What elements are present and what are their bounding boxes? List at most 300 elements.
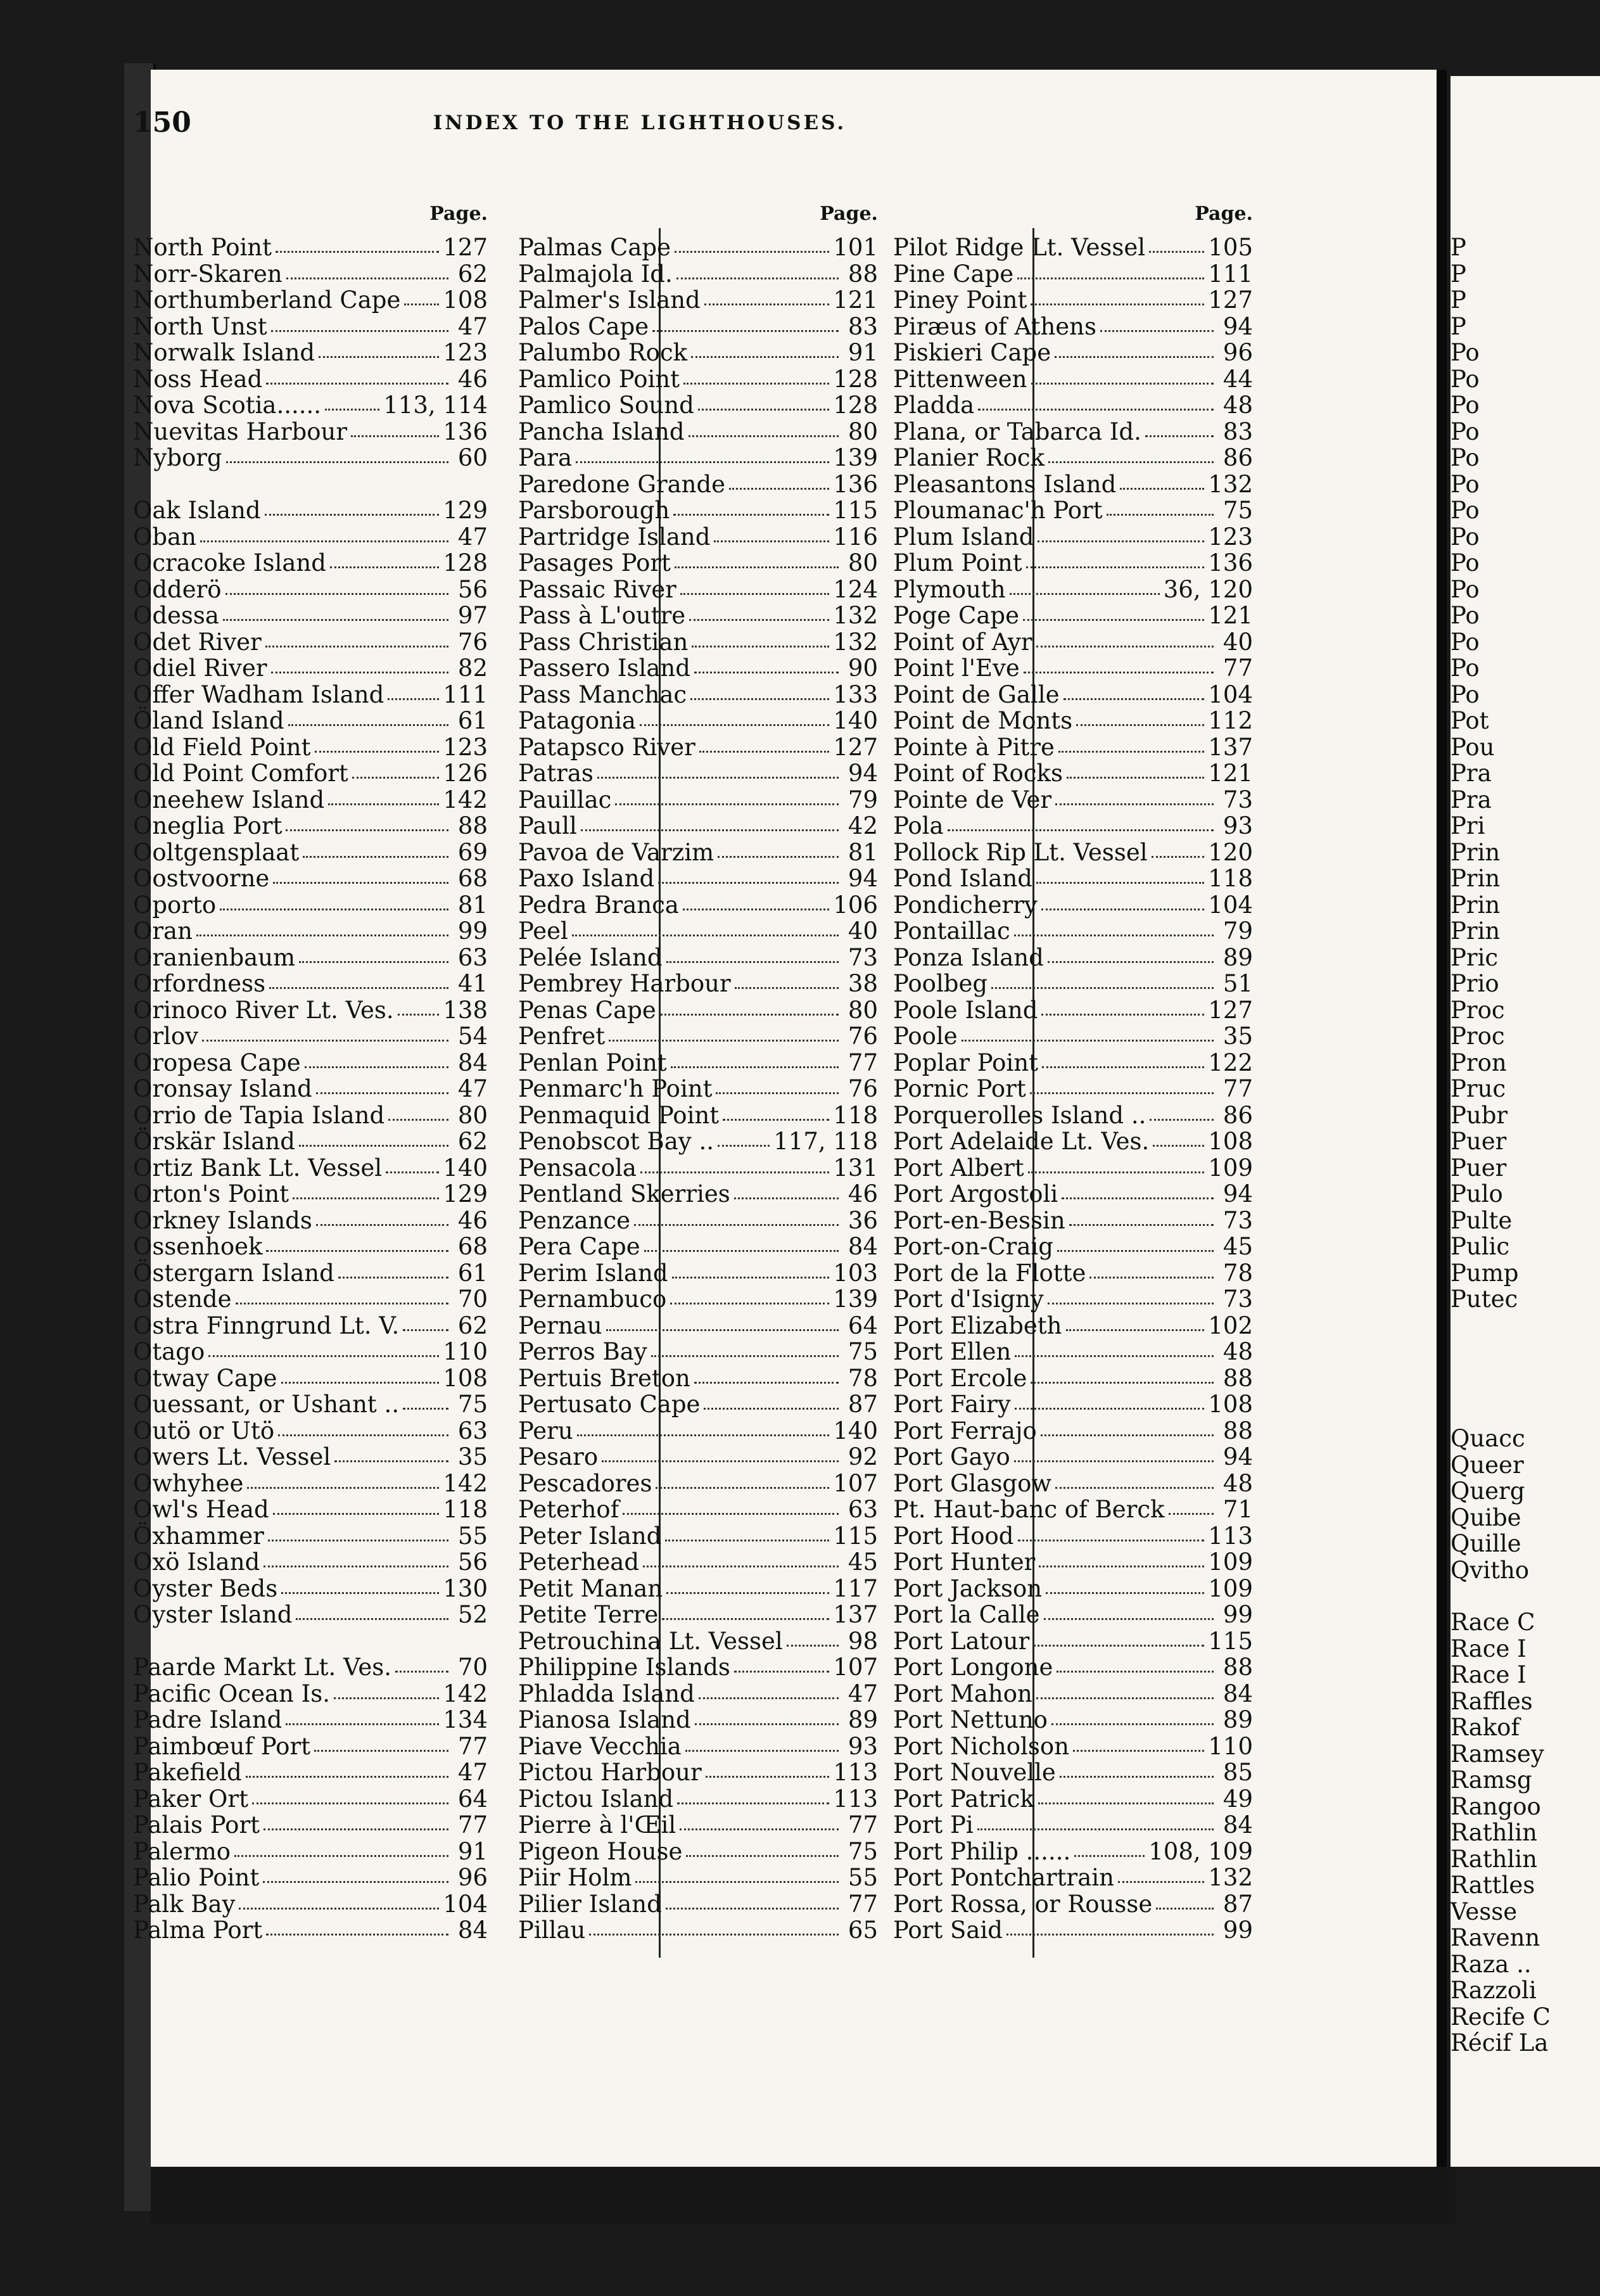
leader-dots xyxy=(403,1320,448,1331)
fragment-entry: Pou xyxy=(1451,733,1495,761)
entry-name: Pernambuco xyxy=(518,1285,667,1313)
fragment-entry: Prio xyxy=(1451,970,1499,997)
leader-dots xyxy=(660,1005,839,1016)
entry-name: Oneglia Port xyxy=(133,812,283,839)
leader-dots xyxy=(1100,321,1214,332)
leader-dots xyxy=(640,1163,829,1173)
entry-page: 128 xyxy=(443,549,488,577)
index-entry xyxy=(518,1681,878,1707)
index-entry xyxy=(133,577,488,603)
entry-page: 117 xyxy=(833,1574,878,1602)
leader-dots xyxy=(236,1294,449,1304)
leader-dots xyxy=(597,768,839,779)
leader-dots xyxy=(671,1057,839,1068)
entry-name: Owl's Head xyxy=(133,1496,269,1523)
index-entry xyxy=(893,1628,1253,1655)
index-entry xyxy=(893,865,1253,892)
entry-name: Plum Point xyxy=(893,549,1022,577)
entry-name: Palos Cape xyxy=(518,312,649,340)
entry-name: North Unst xyxy=(133,312,267,340)
index-column-3 xyxy=(893,203,1253,1944)
leader-dots xyxy=(1120,479,1204,490)
index-entry xyxy=(133,1313,488,1339)
index-entry xyxy=(518,1812,878,1839)
entry-page: 88 xyxy=(1222,1417,1253,1445)
entry-page: 94 xyxy=(1222,1180,1253,1208)
fragment-entry: Querg xyxy=(1451,1477,1525,1505)
entry-page: 48 xyxy=(1222,1338,1253,1365)
entry-name: Pillau xyxy=(518,1917,586,1944)
entry-name: Pass à L'outre xyxy=(518,602,686,629)
entry-name: Pleasantons Island xyxy=(893,470,1117,498)
entry-page: 89 xyxy=(1222,1706,1253,1733)
section-gap xyxy=(133,471,488,498)
entry-page: 45 xyxy=(1222,1233,1253,1260)
entry-name: Perim Island xyxy=(518,1259,668,1287)
leader-dots xyxy=(644,1241,839,1252)
index-entry xyxy=(133,1286,488,1313)
index-entry xyxy=(518,1759,878,1786)
index-entry xyxy=(893,839,1253,866)
entry-page: 47 xyxy=(457,312,488,340)
fragment-entry: P xyxy=(1451,260,1466,288)
entry-name: Öland Island xyxy=(133,707,284,734)
leader-dots xyxy=(581,820,839,831)
index-entry xyxy=(518,1496,878,1523)
entry-name: Port Gayo xyxy=(893,1443,1010,1470)
entry-name: Oporto xyxy=(133,891,217,919)
entry-page: 132 xyxy=(1208,470,1253,498)
entry-page: 46 xyxy=(457,1206,488,1234)
entry-name: Oyster Beds xyxy=(133,1574,278,1602)
entry-name: Pentland Skerries xyxy=(518,1180,730,1208)
entry-page: 109 xyxy=(1208,1548,1253,1576)
index-entry xyxy=(133,1759,488,1786)
leader-dots xyxy=(271,321,448,332)
entry-name: Palma Port xyxy=(133,1917,263,1944)
index-entry xyxy=(893,1707,1253,1733)
entry-page: 91 xyxy=(848,339,878,366)
index-entry xyxy=(133,1839,488,1865)
entry-name: Penlan Point xyxy=(518,1049,667,1076)
entry-name: Paker Ort xyxy=(133,1785,248,1813)
entry-name: Norr-Skaren xyxy=(133,260,283,288)
entry-page: 140 xyxy=(833,1417,878,1445)
entry-name: Öxhammer xyxy=(133,1522,264,1550)
entry-name: Owhyhee xyxy=(133,1469,244,1497)
leader-dots xyxy=(1153,1136,1204,1147)
leader-dots xyxy=(1036,637,1214,647)
index-entry xyxy=(893,1891,1253,1918)
entry-page: 45 xyxy=(848,1548,878,1576)
leader-dots xyxy=(1031,374,1214,385)
entry-page: 105 xyxy=(1208,234,1253,261)
entry-page: 83 xyxy=(1222,418,1253,445)
index-entry xyxy=(893,1496,1253,1523)
entry-name: Old Point Comfort xyxy=(133,760,348,787)
entry-page: 68 xyxy=(457,1233,488,1260)
index-entry xyxy=(518,865,878,892)
entry-page: 56 xyxy=(457,1548,488,1576)
index-entry xyxy=(133,1076,488,1102)
fragment-entry: Race I xyxy=(1451,1661,1527,1688)
entry-page: 40 xyxy=(1222,628,1253,656)
entry-name: Pescadores xyxy=(518,1469,652,1497)
entry-page: 79 xyxy=(1222,917,1253,945)
entry-page: 92 xyxy=(848,1443,878,1470)
index-entry xyxy=(133,392,488,419)
entry-page: 140 xyxy=(443,1154,488,1182)
entry-name: Ossenhoek xyxy=(133,1233,263,1260)
leader-dots xyxy=(268,1531,448,1541)
index-entry xyxy=(518,1181,878,1208)
entry-name: Palais Port xyxy=(133,1811,260,1839)
entry-name: Ouessant, or Ushant .. xyxy=(133,1391,400,1418)
index-entry xyxy=(518,340,878,366)
entry-page: 111 xyxy=(1208,260,1253,288)
entry-page: 113 xyxy=(1208,1522,1253,1550)
leader-dots xyxy=(386,1163,439,1173)
entry-page: 110 xyxy=(1208,1732,1253,1760)
index-entry xyxy=(518,1023,878,1050)
entry-page: 91 xyxy=(457,1837,488,1865)
leader-dots xyxy=(577,1425,830,1436)
fragment-entry: Rathlin xyxy=(1451,1845,1537,1873)
entry-name: Oostvoorne xyxy=(133,865,270,892)
leader-dots xyxy=(1026,558,1205,568)
entry-page: 131 xyxy=(833,1154,878,1182)
index-entry xyxy=(893,945,1253,971)
index-entry xyxy=(518,997,878,1024)
entry-page: 51 xyxy=(1222,970,1253,997)
leader-dots xyxy=(1036,1688,1214,1699)
entry-name: Piir Holm xyxy=(518,1864,632,1891)
fragment-entry: Quille xyxy=(1451,1530,1521,1557)
next-page-group-2 xyxy=(1451,1425,1529,1583)
fragment-entry: Po xyxy=(1451,654,1480,682)
leader-dots xyxy=(1057,1662,1214,1673)
entry-page: 124 xyxy=(833,575,878,603)
entry-page: 94 xyxy=(848,865,878,892)
entry-name: Port Elizabeth xyxy=(893,1311,1062,1339)
index-entry xyxy=(133,497,488,524)
entry-name: Outö or Utö xyxy=(133,1417,275,1445)
index-entry xyxy=(518,734,878,761)
index-entry xyxy=(133,1549,488,1576)
entry-name: Paxo Island xyxy=(518,865,655,892)
entry-page: 48 xyxy=(1222,392,1253,419)
page-number: 150 xyxy=(133,106,191,139)
entry-page: 64 xyxy=(848,1311,878,1339)
index-entry xyxy=(133,1234,488,1260)
entry-page: 142 xyxy=(443,1469,488,1497)
leader-dots xyxy=(278,1425,448,1436)
entry-page: 108 xyxy=(1208,1128,1253,1155)
entry-name: Pacific Ocean Is. xyxy=(133,1680,330,1707)
index-entry xyxy=(893,1339,1253,1365)
entry-page: 127 xyxy=(1208,286,1253,314)
entry-page: 77 xyxy=(457,1811,488,1839)
leader-dots xyxy=(572,926,839,936)
entry-name: Port-on-Craig xyxy=(893,1233,1053,1260)
index-entry xyxy=(893,419,1253,445)
leader-dots xyxy=(714,532,829,542)
leader-dots xyxy=(1031,295,1204,305)
entry-name: Port Nettuno xyxy=(893,1706,1048,1733)
leader-dots xyxy=(1041,1005,1204,1016)
index-entry xyxy=(893,392,1253,419)
leader-dots xyxy=(271,663,448,673)
leader-dots xyxy=(265,505,440,516)
entry-name: Padre Island xyxy=(133,1706,283,1733)
index-entry xyxy=(133,550,488,577)
index-entry xyxy=(518,629,878,656)
index-entry xyxy=(133,1602,488,1628)
leader-dots xyxy=(643,1557,839,1567)
leader-dots xyxy=(1015,1399,1205,1410)
entry-name: Port Ercole xyxy=(893,1364,1027,1392)
leader-dots xyxy=(704,295,830,305)
leader-dots xyxy=(1028,1163,1205,1173)
entry-name: Pertuis Breton xyxy=(518,1364,690,1392)
entry-name: Paimbœuf Port xyxy=(133,1732,310,1760)
entry-name: Petrouchina Lt. Vessel xyxy=(518,1627,783,1655)
leader-dots xyxy=(683,374,829,385)
fragment-entry: P xyxy=(1451,312,1466,340)
index-entry xyxy=(518,261,878,288)
entry-page: 46 xyxy=(457,365,488,393)
entry-page: 84 xyxy=(457,1049,488,1076)
index-entry xyxy=(893,734,1253,761)
leader-dots xyxy=(1055,347,1214,358)
leader-dots xyxy=(328,794,439,805)
fragment-entry: Po xyxy=(1451,575,1480,603)
index-entry xyxy=(518,1865,878,1891)
entry-page: 126 xyxy=(443,760,488,787)
entry-name: Pianosa Island xyxy=(518,1706,691,1733)
index-entry xyxy=(893,918,1253,945)
entry-page: 55 xyxy=(848,1864,878,1891)
index-entry xyxy=(133,1365,488,1392)
index-entry xyxy=(893,445,1253,471)
leader-dots xyxy=(1076,715,1204,726)
leader-dots xyxy=(1145,426,1214,437)
entry-page: 94 xyxy=(848,760,878,787)
leader-dots xyxy=(1041,1425,1214,1436)
entry-page: 139 xyxy=(833,1285,878,1313)
fragment-entry: Raffles xyxy=(1451,1687,1533,1715)
entry-name: Port Albert xyxy=(893,1154,1024,1182)
entry-name: Pine Cape xyxy=(893,260,1014,288)
leader-dots xyxy=(1150,1110,1214,1121)
index-entry xyxy=(893,234,1253,261)
entry-page: 108 xyxy=(1208,1391,1253,1418)
index-entry xyxy=(893,1812,1253,1839)
index-entry xyxy=(518,1470,878,1497)
index-entry xyxy=(518,1602,878,1628)
entry-page: 115 xyxy=(833,1522,878,1550)
index-entry xyxy=(133,1023,488,1050)
entry-name: Pass Manchac xyxy=(518,680,687,708)
entry-page: 132 xyxy=(1208,1864,1253,1891)
entry-page: 70 xyxy=(457,1285,488,1313)
index-entry xyxy=(893,1391,1253,1418)
entry-page: 87 xyxy=(848,1391,878,1418)
fragment-entry: Queer xyxy=(1451,1451,1524,1479)
leader-dots xyxy=(1057,1241,1214,1252)
index-entry xyxy=(133,629,488,656)
entry-page: 73 xyxy=(1222,1285,1253,1313)
index-entry xyxy=(893,1865,1253,1891)
leader-dots xyxy=(718,847,839,858)
leader-dots xyxy=(729,479,829,490)
index-entry xyxy=(893,1155,1253,1182)
entry-name: Port Latour xyxy=(893,1627,1030,1655)
entry-page: 61 xyxy=(457,1259,488,1287)
index-entry xyxy=(518,366,878,393)
index-entry xyxy=(518,1365,878,1392)
leader-dots xyxy=(286,269,448,279)
entry-name: Port Glasgow xyxy=(893,1469,1052,1497)
index-entry xyxy=(518,1260,878,1287)
leader-dots xyxy=(1038,1794,1214,1804)
leader-dots xyxy=(689,610,829,621)
entry-name: Palmer's Island xyxy=(518,286,701,314)
index-entry xyxy=(893,787,1253,813)
index-entry xyxy=(518,655,878,682)
leader-dots xyxy=(1062,1189,1214,1199)
index-entry xyxy=(133,261,488,288)
index-entry xyxy=(518,1733,878,1760)
index-entry xyxy=(133,1707,488,1733)
entry-name: Port Mahon xyxy=(893,1680,1032,1707)
leader-dots xyxy=(1118,1872,1204,1883)
entry-page: 107 xyxy=(833,1469,878,1497)
entry-page: 90 xyxy=(848,654,878,682)
entry-name: Otago xyxy=(133,1338,205,1365)
entry-page: 88 xyxy=(1222,1364,1253,1392)
entry-name: Oran xyxy=(133,917,193,945)
entry-page: 121 xyxy=(833,286,878,314)
leader-dots xyxy=(695,1714,839,1725)
entry-name: Palio Point xyxy=(133,1864,260,1891)
index-entry xyxy=(518,577,878,603)
entry-name: Peterhof xyxy=(518,1496,619,1523)
entry-page: 52 xyxy=(457,1601,488,1628)
leader-dots xyxy=(247,1478,439,1489)
index-entry xyxy=(893,603,1253,629)
index-entry xyxy=(893,1260,1253,1287)
fragment-entry: Pruc xyxy=(1451,1075,1506,1102)
entry-name: Port Ellen xyxy=(893,1338,1012,1365)
entry-name: Piskieri Cape xyxy=(893,339,1051,366)
entry-name: Northumberland Cape xyxy=(133,286,401,314)
entry-page: 78 xyxy=(1222,1259,1253,1287)
entry-page: 118 xyxy=(833,1101,878,1129)
fragment-entry: Pra xyxy=(1451,786,1492,813)
leader-dots xyxy=(1044,1609,1214,1620)
entry-name: Port Hunter xyxy=(893,1548,1036,1576)
entry-name: Palmas Cape xyxy=(518,234,671,261)
entry-page: 88 xyxy=(1222,1654,1253,1681)
entry-page: 88 xyxy=(848,260,878,288)
entry-page: 71 xyxy=(1222,1496,1253,1523)
leader-dots xyxy=(1067,768,1204,779)
leader-dots xyxy=(263,1872,448,1883)
leader-dots xyxy=(1055,1478,1214,1489)
leader-dots xyxy=(315,742,440,753)
leader-dots xyxy=(662,1609,829,1620)
leader-dots xyxy=(1066,1320,1205,1331)
index-column-1 xyxy=(133,203,488,1944)
entry-page: 47 xyxy=(457,523,488,551)
index-entry xyxy=(518,1418,878,1445)
leader-dots xyxy=(634,1215,839,1226)
index-entry xyxy=(893,1733,1253,1760)
entry-page: 36 xyxy=(848,1206,878,1234)
entry-page: 137 xyxy=(833,1601,878,1628)
fragment-entry: Rakof xyxy=(1451,1714,1520,1741)
entry-name: Pladda xyxy=(893,392,975,419)
entry-page: 136 xyxy=(443,418,488,445)
index-entry xyxy=(518,1839,878,1865)
index-entry xyxy=(133,445,488,471)
index-entry xyxy=(893,1917,1253,1944)
entry-page: 80 xyxy=(848,996,878,1024)
index-entry xyxy=(133,524,488,551)
leader-dots xyxy=(673,505,829,516)
index-entry xyxy=(893,708,1253,734)
index-entry xyxy=(893,971,1253,997)
leader-dots xyxy=(293,1189,439,1199)
index-entry xyxy=(133,918,488,945)
entry-name: Port Nicholson xyxy=(893,1732,1069,1760)
entry-page: 73 xyxy=(1222,1206,1253,1234)
entry-name: Ostra Finngrund Lt. V. xyxy=(133,1311,400,1339)
entry-page: 44 xyxy=(1222,365,1253,393)
leader-dots xyxy=(1089,1268,1214,1279)
index-entry xyxy=(133,1260,488,1287)
entry-page: 62 xyxy=(457,260,488,288)
entry-page: 136 xyxy=(833,470,878,498)
entry-page: 60 xyxy=(457,444,488,471)
index-entry xyxy=(518,1444,878,1470)
leader-dots xyxy=(208,1346,439,1357)
entry-name: Ponza Island xyxy=(893,943,1044,971)
entry-name: Philippine Islands xyxy=(518,1654,730,1681)
index-entry xyxy=(133,1523,488,1550)
entry-page: 75 xyxy=(1222,497,1253,524)
leader-dots xyxy=(1073,1741,1204,1752)
index-entry xyxy=(133,682,488,708)
leader-dots xyxy=(351,426,439,437)
fragment-entry: Po xyxy=(1451,497,1480,524)
entry-name: Petite Terre xyxy=(518,1601,659,1628)
fragment-entry: Razzoli xyxy=(1451,1977,1537,2004)
entry-page: 35 xyxy=(457,1443,488,1470)
entry-name: Port Nouvelle xyxy=(893,1759,1056,1786)
index-entry xyxy=(518,1286,878,1313)
index-entry xyxy=(518,603,878,629)
leader-dots xyxy=(1156,1899,1214,1910)
entry-name: Otway Cape xyxy=(133,1364,277,1392)
leader-dots xyxy=(1107,505,1214,516)
index-entry xyxy=(893,366,1253,393)
entry-page: 103 xyxy=(833,1259,878,1287)
index-entry xyxy=(893,471,1253,498)
leader-dots xyxy=(675,558,839,568)
index-entry xyxy=(893,1839,1253,1865)
